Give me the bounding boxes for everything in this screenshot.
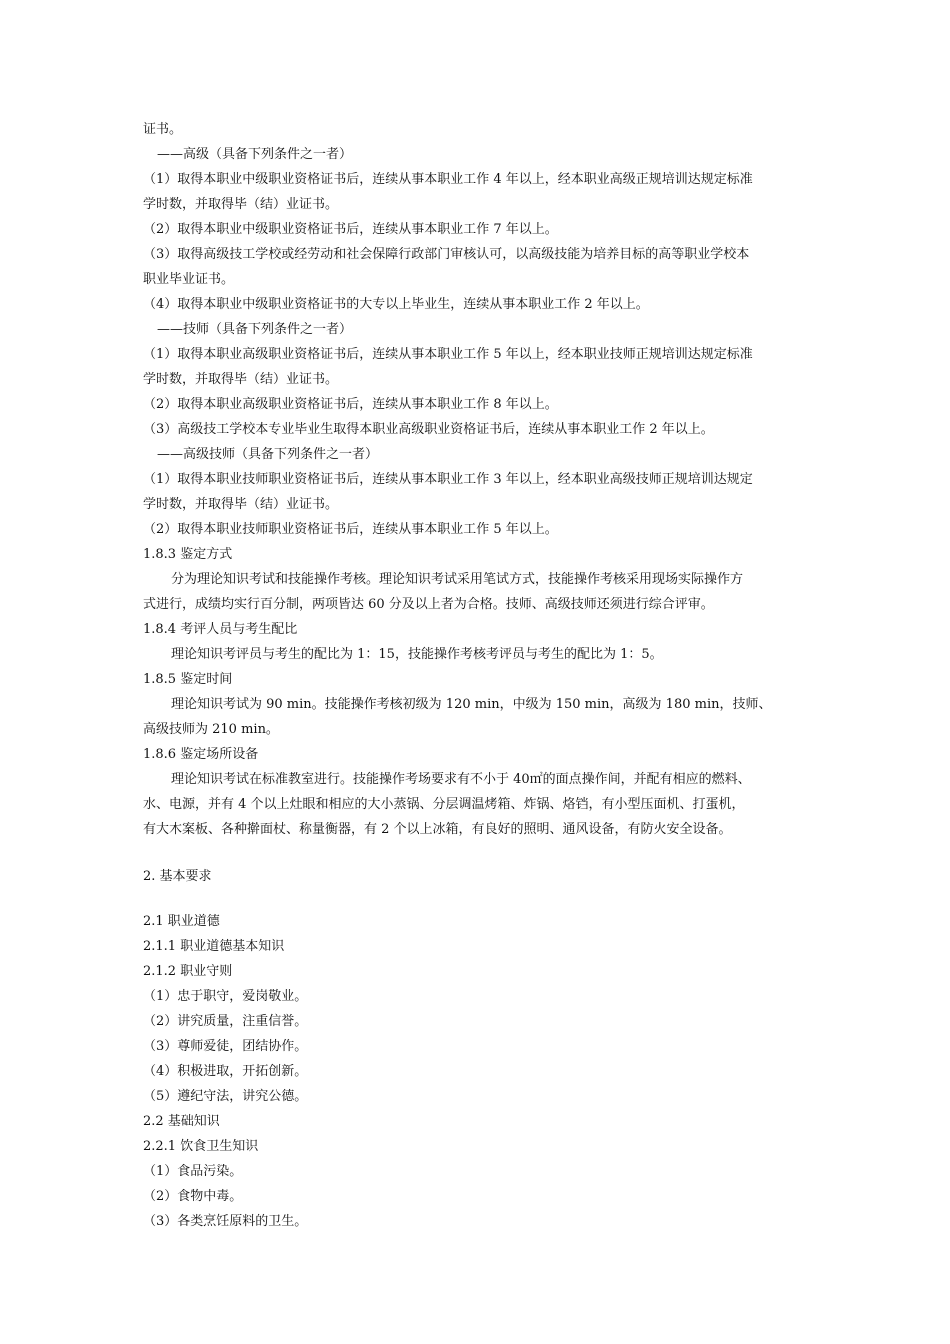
text-line: （1）取得本职业技师职业资格证书后，连续从事本职业工作 3 年以上，经本职业高级技师正规培训达规定 <box>143 472 753 487</box>
text-line: 学时数，并取得毕（结）业证书。 <box>143 372 339 387</box>
text-line: 1.8.3 鉴定方式 <box>143 547 233 562</box>
text-line: 学时数，并取得毕（结）业证书。 <box>143 497 339 512</box>
text-line: （4）积极进取，开拓创新。 <box>143 1064 308 1079</box>
text-line: 1.8.5 鉴定时间 <box>143 672 233 687</box>
text-line: （2）取得本职业中级职业资格证书后，连续从事本职业工作 7 年以上。 <box>143 222 558 237</box>
block-basic-requirements <box>143 909 813 1234</box>
text-line: 1.8.6 鉴定场所设备 <box>143 747 259 762</box>
text-line: 水、电源，并有 4 个以上灶眼和相应的大小蒸锅、分层调温烤箱、炸锅、烙铛，有小型压面机、打蛋机， <box>143 797 745 812</box>
text-line: ——技师（具备下列条件之一者） <box>157 322 353 337</box>
text-line: 2.1.2 职业守则 <box>143 964 233 979</box>
text-line: （3）各类烹饪原料的卫生。 <box>143 1214 308 1229</box>
spacer <box>143 842 813 864</box>
text-line: （2）取得本职业技师职业资格证书后，连续从事本职业工作 5 年以上。 <box>143 522 558 537</box>
block-qualifications <box>143 117 813 842</box>
text-line: ——高级技师（具备下列条件之一者） <box>157 447 379 462</box>
text-line: （2）食物中毒。 <box>143 1189 243 1204</box>
text-line: （3）尊师爱徒，团结协作。 <box>143 1039 308 1054</box>
text-line: （2）取得本职业高级职业资格证书后，连续从事本职业工作 8 年以上。 <box>143 397 558 412</box>
text-line: 分为理论知识考试和技能操作考核。理论知识考试采用笔试方式，技能操作考核采用现场实际操作方 <box>171 572 744 587</box>
text-line: 高级技师为 210 min。 <box>143 722 279 737</box>
text-line: 1.8.4 考评人员与考生配比 <box>143 622 298 637</box>
text-line: 职业毕业证书。 <box>143 272 235 287</box>
text-line: （1）忠于职守，爱岗敬业。 <box>143 989 308 1004</box>
text-line: （3）高级技工学校本专业毕业生取得本职业高级职业资格证书后，连续从事本职业工作 2 年以上。 <box>143 422 714 437</box>
text-line: （3）取得高级技工学校或经劳动和社会保障行政部门审核认可，以高级技能为培养目标的高等职业学校本 <box>143 247 750 262</box>
text-line: （1）取得本职业高级职业资格证书后，连续从事本职业工作 5 年以上，经本职业技师正规培训达规定标准 <box>143 347 753 362</box>
text-line: 有大木案板、各种擀面杖、称量衡器，有 2 个以上冰箱，有良好的照明、通风设备，有防火安全设备。 <box>143 822 732 837</box>
text-line: （1）食品污染。 <box>143 1164 243 1179</box>
text-line: 2.2.1 饮食卫生知识 <box>143 1139 259 1154</box>
document-page <box>143 117 813 1234</box>
text-line: 2.1.1 职业道德基本知识 <box>143 939 285 954</box>
text-line: 理论知识考试在标准教室进行。技能操作考场要求有不小于 40㎡的面点操作间，并配有相应的燃料、 <box>171 772 751 787</box>
text-line: 理论知识考评员与考生的配比为 1：15，技能操作考核考评员与考生的配比为 1：5。 <box>171 647 663 662</box>
text-line: （2）讲究质量，注重信誉。 <box>143 1014 308 1029</box>
text-line: 2.2 基础知识 <box>143 1114 220 1129</box>
text-line: 理论知识考试为 90 min。技能操作考核初级为 120 min，中级为 150 min，高级为 180 min，技师、 <box>171 697 772 712</box>
text-line: 2.1 职业道德 <box>143 914 220 929</box>
text-line: 学时数，并取得毕（结）业证书。 <box>143 197 339 212</box>
text-line: 式进行，成绩均实行百分制，两项皆达 60 分及以上者为合格。技师、高级技师还须进行综合评审。 <box>143 597 714 612</box>
text-line: （4）取得本职业中级职业资格证书的大专以上毕业生，连续从事本职业工作 2 年以上。 <box>143 297 649 312</box>
section-heading: 2. 基本要求 <box>143 869 212 884</box>
text-line: ——高级（具备下列条件之一者） <box>157 147 353 162</box>
text-line: （5）遵纪守法，讲究公德。 <box>143 1089 308 1104</box>
text-line: 证书。 <box>143 122 183 137</box>
text-line: （1）取得本职业中级职业资格证书后，连续从事本职业工作 4 年以上，经本职业高级正规培训达规定标准 <box>143 172 753 187</box>
spacer <box>143 889 813 909</box>
